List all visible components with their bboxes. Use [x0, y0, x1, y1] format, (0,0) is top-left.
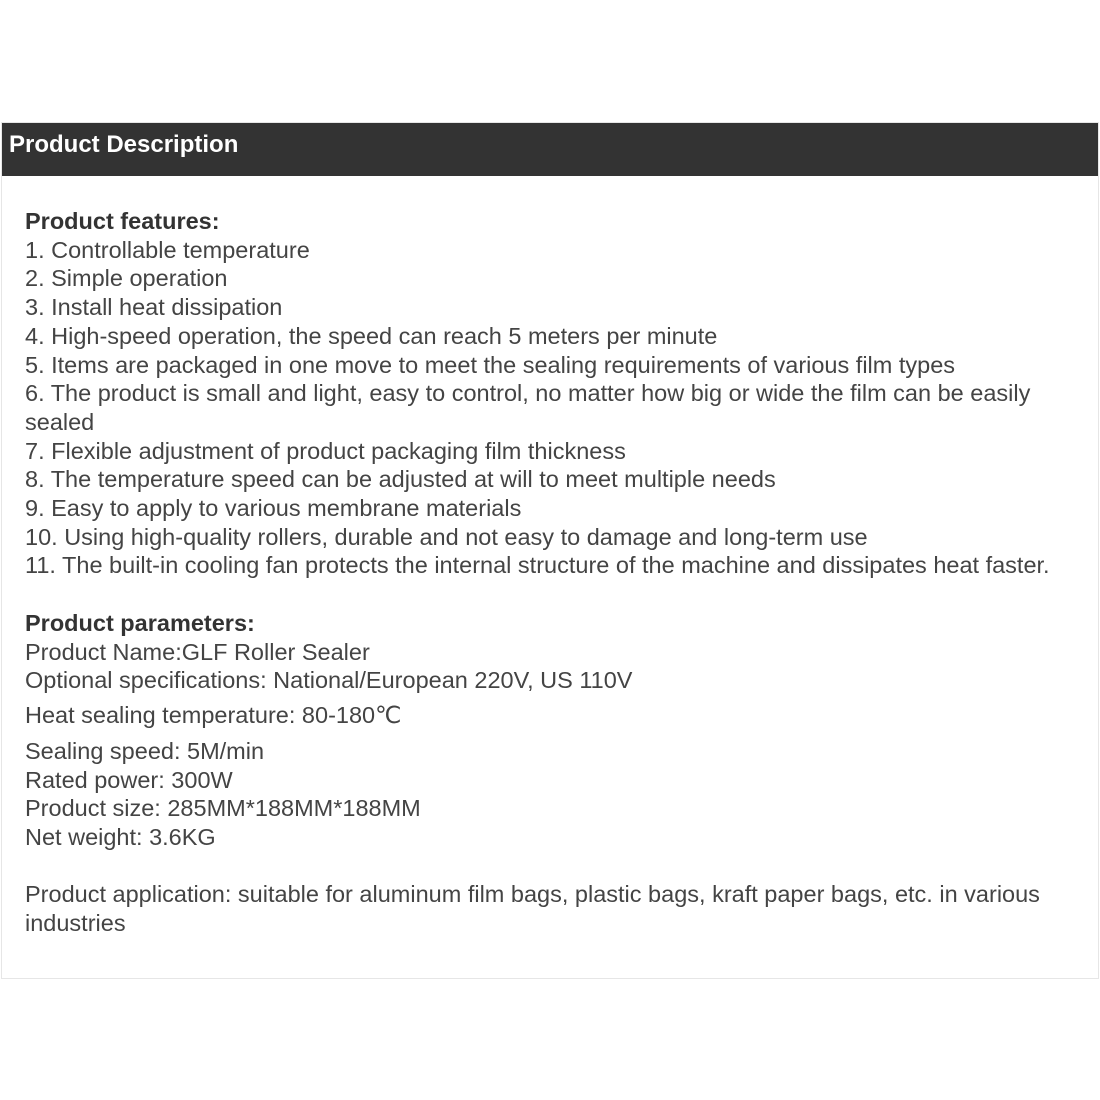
feature-item: 10. Using high-quality rollers, durable and not easy to damage and long-term use	[25, 523, 868, 550]
param-product-size: Product size: 285MM*188MM*188MM	[25, 795, 421, 822]
param-heat-sealing-temperature: Heat sealing temperature: 80-180℃	[25, 701, 402, 728]
feature-item: 5. Items are packaged in one move to meet the sealing requirements of various film types	[25, 351, 956, 378]
description-content	[25, 207, 1075, 938]
panel-header	[2, 123, 1098, 176]
param-rated-power: Rated power: 300W	[25, 766, 233, 793]
parameters-list	[25, 638, 1075, 852]
product-description-panel	[1, 122, 1099, 979]
feature-item: 2. Simple operation	[25, 265, 228, 292]
feature-item: 4. High-speed operation, the speed can reach 5 meters per minute	[25, 322, 718, 349]
feature-item: 1. Controllable temperature	[25, 236, 310, 263]
features-list	[25, 236, 1075, 580]
param-net-weight: Net weight: 3.6KG	[25, 824, 216, 851]
param-sealing-speed: Sealing speed: 5M/min	[25, 737, 265, 764]
feature-item: 11. The built-in cooling fan protects the internal structure of the machine and dissipates heat faster.	[25, 552, 1050, 579]
product-application: Product application: suitable for aluminum film bags, plastic bags, kraft paper bags, etc. in various industries	[25, 881, 1040, 937]
spacer	[25, 580, 1075, 609]
feature-item: 9. Easy to apply to various membrane materials	[25, 495, 522, 522]
feature-item: 7. Flexible adjustment of product packaging film thickness	[25, 437, 626, 464]
param-product-name: Product Name:GLF Roller Sealer	[25, 638, 370, 665]
feature-item: 6. The product is small and light, easy to control, no matter how big or wide the film can be easily sealed	[25, 380, 1031, 435]
features-heading: Product features:	[25, 208, 220, 234]
feature-item: 3. Install heat dissipation	[25, 294, 283, 321]
parameters-heading: Product parameters:	[25, 609, 255, 636]
feature-item: 8. The temperature speed can be adjusted at will to meet multiple needs	[25, 466, 776, 493]
param-optional-specs: Optional specifications: National/European 220V, US 110V	[25, 667, 633, 694]
panel-title: Product Description	[9, 131, 239, 158]
spacer	[25, 852, 1075, 881]
